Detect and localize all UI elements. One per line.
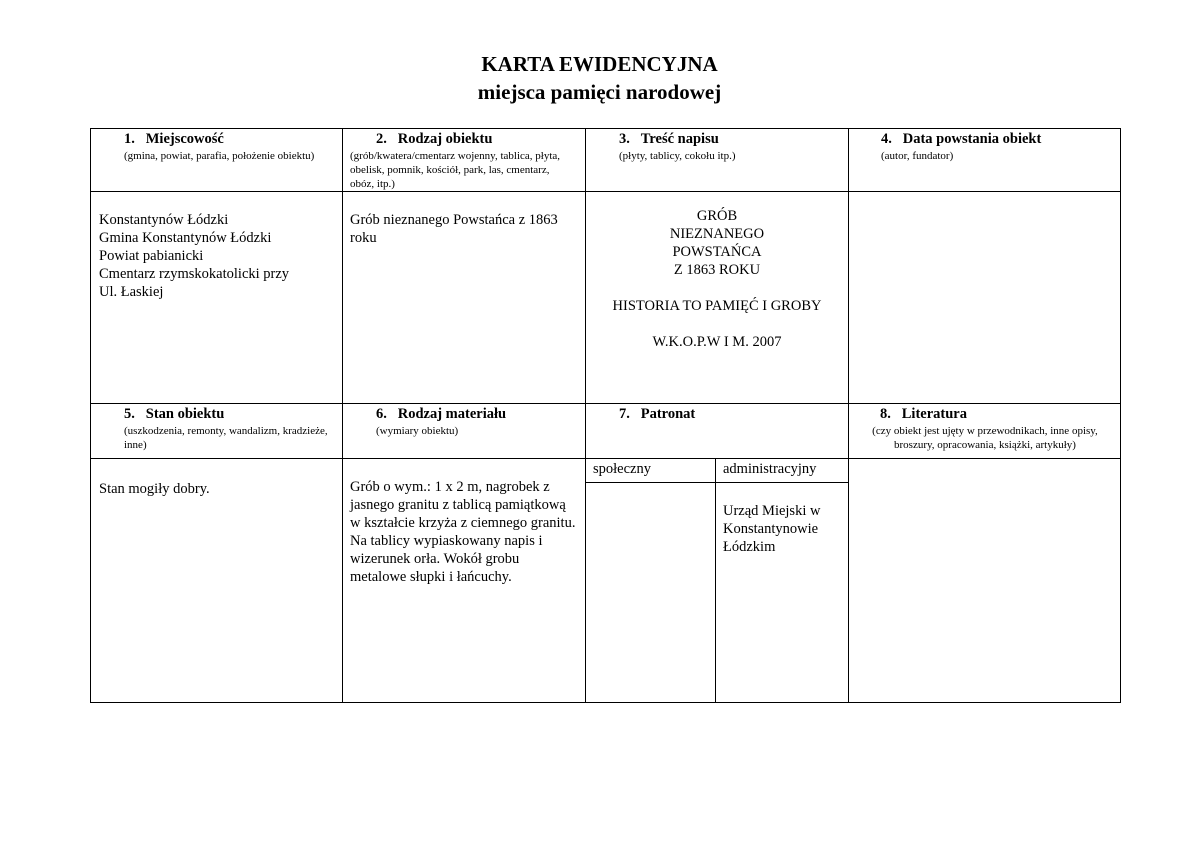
location-line: Ul. Łaskiej xyxy=(99,284,164,300)
section-hint: (wymiary obiektu) xyxy=(376,425,459,437)
section-hint: (gmina, powiat, parafia, położenie obiektu) xyxy=(124,150,315,162)
section-title: Rodzaj materiału xyxy=(397,406,507,422)
section-hint: (płyty, tablicy, cokołu itp.) xyxy=(619,150,736,162)
table-border-right xyxy=(1120,128,1121,703)
section-number: 4. xyxy=(881,131,892,147)
section-number: 5. xyxy=(124,406,135,422)
section-hint: (grób/kwatera/cmentarz wojenny, tablica, płyta, obelisk, pomnik, kościół, park, las, cmentarz, obóz, itp.) xyxy=(350,150,561,190)
table-col-divider xyxy=(848,128,849,703)
document-subtitle: miejsca pamięci narodowej xyxy=(477,80,722,104)
section-title: Patronat xyxy=(640,406,696,422)
inscription-value xyxy=(586,207,848,351)
section-title: Miejscowość xyxy=(145,131,224,147)
section-title: Rodzaj obiektu xyxy=(397,131,493,147)
table-border-bottom xyxy=(90,702,1121,703)
location-value xyxy=(99,211,337,301)
header-stan-obiektu xyxy=(124,406,334,452)
inscription-line: GRÓB xyxy=(696,208,738,224)
header-rodzaj-obiektu xyxy=(350,131,580,191)
section-hint: (uszkodzenia, remonty, wandalizm, kradzieże, inne) xyxy=(124,425,328,451)
header-literatura xyxy=(852,406,1118,452)
section-hint: (autor, fundator) xyxy=(881,150,954,162)
section-title: Treść napisu xyxy=(640,131,719,147)
location-line: Cmentarz rzymskokatolicki przy xyxy=(99,266,290,282)
inscription-signature: W.K.O.P.W I M. 2007 xyxy=(652,334,782,350)
section-title: Stan obiektu xyxy=(145,406,225,422)
header-data-powstania xyxy=(881,131,1116,163)
header-miejscowosc xyxy=(124,131,334,163)
section-title: Literatura xyxy=(901,406,967,422)
inscription-line: NIEZNANEGO xyxy=(669,226,765,242)
section-title: Data powstania obiekt xyxy=(902,131,1042,147)
location-line: Gmina Konstantynów Łódzki xyxy=(99,230,272,246)
inscription-line: Z 1863 ROKU xyxy=(673,262,761,278)
inscription-line: POWSTAŃCA xyxy=(672,244,762,260)
section-hint: (czy obiekt jest ujęty w przewodnikach, inne opisy, broszury, opracowania, książki, artykuły) xyxy=(872,425,1098,451)
condition-value: Stan mogiły dobry. xyxy=(99,481,210,497)
material-value: Grób o wym.: 1 x 2 m, nagrobek z jasnego granitu z tablicą pamiątkową w kształcie krzyża z ciemnego granitu. Na tablicy wypiaskowany napis i wizerunek orła. Wokół grobu metalowe słupki i łańcuchy. xyxy=(350,479,576,585)
patronat-admin-value: Urząd Miejski w Konstantynowie Łódzkim xyxy=(723,503,821,555)
section-number: 3. xyxy=(619,131,630,147)
location-line: Konstantynów Łódzki xyxy=(99,212,229,228)
table-border-top xyxy=(90,128,1121,129)
section-number: 2. xyxy=(376,131,387,147)
section-number: 8. xyxy=(880,406,891,422)
document-title: KARTA EWIDENCYJNA xyxy=(481,52,718,76)
header-rodzaj-materialu xyxy=(376,406,580,438)
inscription-motto: HISTORIA TO PAMIĘĆ I GROBY xyxy=(612,298,822,314)
section-number: 6. xyxy=(376,406,387,422)
patronat-col-divider xyxy=(715,458,716,703)
table-border-left xyxy=(90,128,91,703)
patronat-social-label: społeczny xyxy=(593,461,651,477)
table-col-divider xyxy=(342,128,343,703)
header-patronat xyxy=(619,406,844,423)
table-row-divider xyxy=(90,403,1121,404)
object-type-value: Grób nieznanego Powstańca z 1863 roku xyxy=(350,212,558,246)
patronat-admin-label: administracyjny xyxy=(723,461,817,477)
header-tresc-napisu xyxy=(619,131,844,163)
section-number: 7. xyxy=(619,406,630,422)
section-number: 1. xyxy=(124,131,135,147)
location-line: Powiat pabianicki xyxy=(99,248,204,264)
table-row-divider xyxy=(90,191,1121,192)
patronat-subheader-divider xyxy=(585,482,848,483)
table-row-divider xyxy=(90,458,1121,459)
